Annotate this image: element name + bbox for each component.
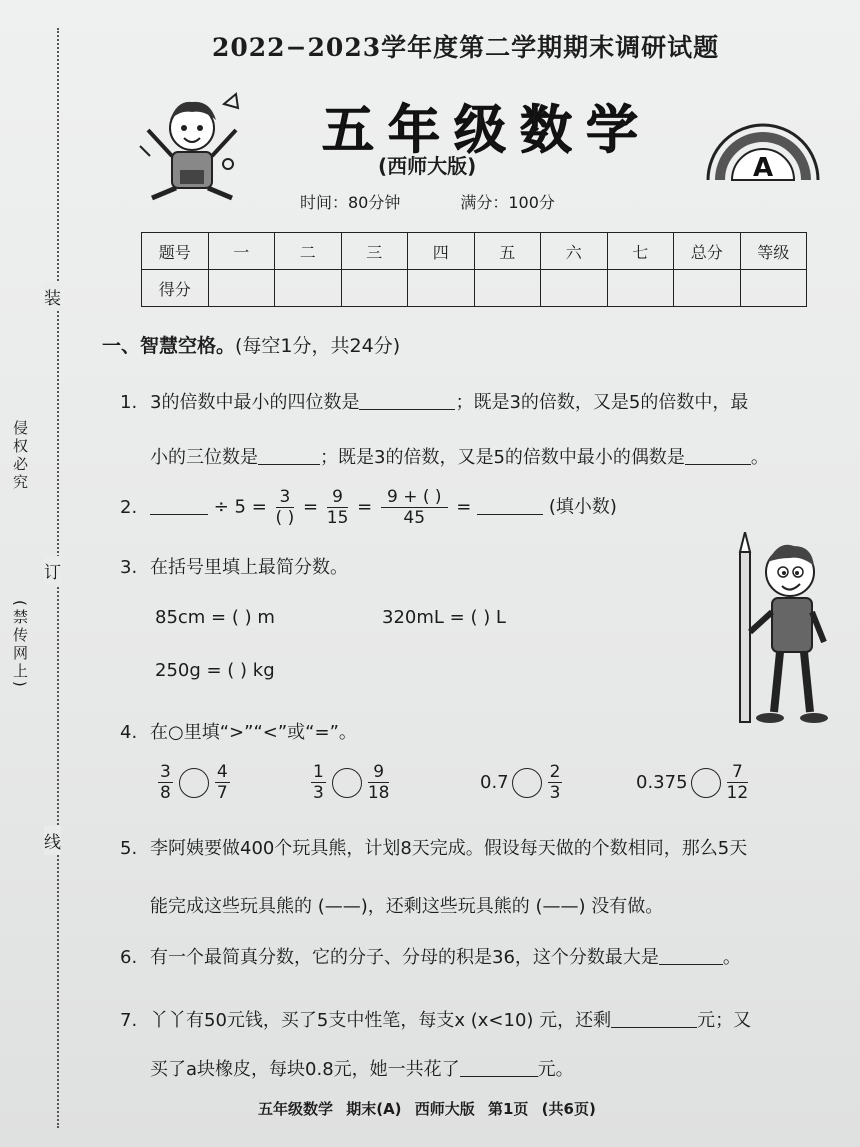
table-cell: 四 (408, 233, 475, 270)
question-text: ；既是3的倍数，又是5的倍数中最小的偶数是 (320, 447, 685, 468)
time-limit: 时间：80分钟 (300, 193, 401, 212)
answer-blank[interactable] (659, 947, 723, 965)
question-text: 。 (722, 947, 741, 968)
compare-pair-3 (480, 762, 565, 803)
numerator: 4 (216, 762, 228, 782)
table-cell: 七 (607, 233, 674, 270)
question-3-item-1[interactable]: 85cm = ( ) m (155, 607, 275, 628)
denominator: 15 (326, 508, 349, 528)
denominator: 3 (313, 783, 324, 803)
numerator: 2 (549, 762, 561, 782)
fraction (727, 762, 749, 803)
question-5-line-2[interactable]: 能完成这些玩具熊的 (——)，还剩这些玩具熊的 (——) 没有做。 (150, 896, 664, 917)
main-subject-title: 五年级数学 (322, 101, 653, 161)
decimal-value: 0.375 (636, 772, 688, 793)
score-input-cell[interactable] (474, 270, 541, 307)
question-text: 买了a块橡皮，每块0.8元，她一共花了 (150, 1059, 460, 1080)
score-table-score-row (142, 270, 807, 307)
compare-circle[interactable] (332, 768, 362, 798)
fraction (276, 487, 295, 528)
question-text: ；既是3的倍数，又是5的倍数中，最 (455, 392, 749, 413)
score-table (141, 232, 807, 307)
answer-blank[interactable] (685, 447, 751, 465)
table-cell: 二 (275, 233, 342, 270)
fraction (381, 487, 448, 528)
grade-a-badge (702, 120, 824, 182)
question-7-line-1 (120, 1006, 751, 1032)
denominator: 8 (160, 783, 171, 803)
question-number: 7. (120, 1010, 138, 1031)
badge-letter: A (752, 153, 774, 182)
question-7-line-2 (150, 1055, 574, 1081)
question-number: 1. (120, 392, 138, 413)
denominator: 45 (403, 508, 426, 528)
fraction (327, 487, 349, 528)
question-5-line-1 (120, 834, 747, 860)
answer-blank[interactable] (477, 497, 543, 515)
question-3-item-2[interactable]: 320mL = ( ) L (382, 607, 506, 628)
question-3 (120, 553, 348, 579)
score-input-cell[interactable] (408, 270, 475, 307)
question-text: 在括号里填上最简分数。 (150, 557, 348, 578)
answer-blank[interactable] (258, 447, 320, 465)
table-cell: 一 (208, 233, 275, 270)
question-text: 有一个最简真分数，它的分子、分母的积是36，这个分数最大是 (150, 947, 659, 968)
question-text: 3的倍数中最小的四位数是 (150, 392, 360, 413)
score-table-header-row (142, 233, 807, 270)
compare-circle[interactable] (179, 768, 209, 798)
question-4 (120, 718, 357, 744)
question-number: 5. (120, 838, 138, 859)
question-text: 小的三位数是 (150, 447, 258, 468)
answer-blank[interactable] (460, 1059, 538, 1077)
score-input-cell[interactable] (341, 270, 408, 307)
score-input-cell[interactable] (740, 270, 807, 307)
question-text: 。 (750, 447, 769, 468)
section-title: 一、智慧空格。 (102, 335, 236, 357)
pencil-boy-illustration (728, 532, 834, 732)
question-text: ÷ 5 = (213, 496, 267, 518)
binding-char-xian: 线 (44, 826, 61, 855)
question-3-item-3[interactable]: 250g = ( ) kg (155, 660, 275, 681)
table-cell: 六 (541, 233, 608, 270)
question-1-line-1 (120, 388, 748, 414)
score-input-cell[interactable] (208, 270, 275, 307)
numerator: 9 (368, 762, 390, 783)
compare-pair-2 (308, 762, 392, 803)
binding-char-ding: 订 (44, 556, 61, 585)
denominator: 7 (216, 783, 228, 803)
question-text: 丫丫有50元钱，买了5支中性笔，每支x (x<10) 元，还剩 (150, 1010, 612, 1031)
exam-info-line (300, 190, 555, 213)
equals-sign: = (357, 496, 373, 518)
question-number: 6. (120, 947, 138, 968)
table-cell: 题号 (142, 233, 209, 270)
compare-pair-1 (155, 762, 233, 803)
question-number: 4. (120, 722, 138, 743)
equals-sign: = (302, 496, 319, 518)
fraction (368, 762, 390, 803)
section-heading (102, 331, 400, 358)
answer-blank[interactable] (611, 1010, 697, 1028)
question-text: 在○里填“>”“<”或“=”。 (150, 722, 357, 743)
fraction (311, 762, 326, 803)
denominator: 18 (367, 783, 390, 803)
score-input-cell[interactable] (275, 270, 342, 307)
question-1-line-2 (150, 443, 769, 469)
fraction (215, 762, 230, 803)
denominator: 12 (726, 783, 749, 803)
numerator: 3 (160, 762, 171, 782)
table-cell: 三 (341, 233, 408, 270)
question-text: 元；又 (697, 1010, 752, 1031)
no-upload-notice: (禁传网上) (11, 600, 29, 690)
table-cell: 五 (474, 233, 541, 270)
question-2 (120, 487, 617, 528)
numerator: 3 (276, 487, 295, 508)
question-text: (填小数) (548, 496, 617, 518)
section-note: (每空1分，共24分) (235, 335, 401, 357)
denominator: 3 (549, 783, 561, 803)
table-cell: 得分 (142, 270, 209, 307)
copyright-notice: 侵权必究 (11, 420, 29, 492)
score-input-cell[interactable] (541, 270, 608, 307)
full-score: 满分：100分 (460, 193, 555, 212)
table-cell: 总分 (674, 233, 741, 270)
page-footer: 五年级数学 期末(A) 西师大版 第1页 (共6页) (258, 1100, 596, 1118)
compare-pair-4 (636, 762, 751, 803)
compare-circle[interactable] (512, 768, 542, 798)
table-cell: 等级 (740, 233, 807, 270)
numerator[interactable]: 9 + ( ) (381, 487, 448, 508)
numerator: 9 (327, 487, 349, 508)
exam-title: 2022−2023学年度第二学期期末调研试题 (212, 33, 720, 62)
score-input-cell[interactable] (674, 270, 741, 307)
denominator[interactable]: ( ) (275, 508, 295, 528)
decimal-value: 0.7 (480, 772, 509, 793)
equals-sign: = (456, 496, 472, 518)
answer-blank[interactable] (359, 392, 455, 410)
question-6 (120, 943, 741, 969)
numerator: 1 (313, 762, 324, 782)
score-input-cell[interactable] (607, 270, 674, 307)
fraction (158, 762, 173, 803)
question-text: 李阿姨要做400个玩具熊，计划8天完成。假设每天做的个数相同，那么5天 (150, 838, 748, 859)
binding-char-zhuang: 装 (44, 282, 61, 311)
question-text: 元。 (537, 1059, 574, 1080)
question-number: 3. (120, 557, 138, 578)
compare-circle[interactable] (691, 768, 721, 798)
question-number: 2. (120, 496, 138, 518)
fraction (548, 762, 563, 803)
edition-label: (西师大版) (378, 154, 477, 178)
numerator: 7 (727, 762, 749, 783)
student-illustration (132, 90, 252, 210)
answer-blank[interactable] (150, 497, 208, 515)
